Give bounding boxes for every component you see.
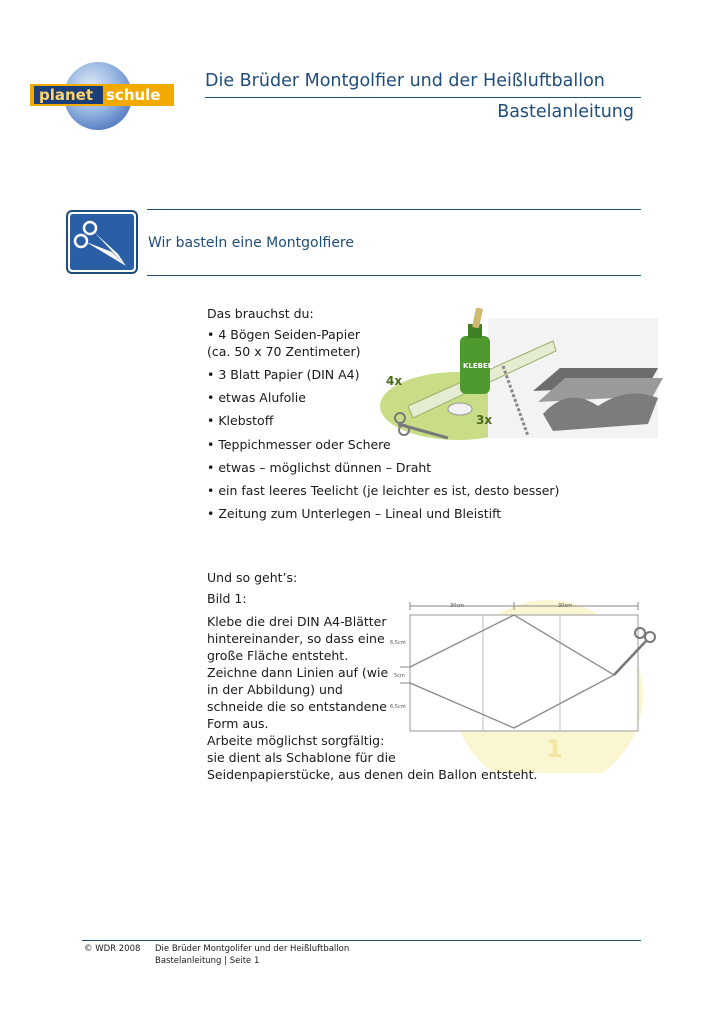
instruction-line: in der Abbildung) und [207, 682, 343, 697]
instruction-line: Arbeite möglichst sorgfältig: [207, 733, 385, 748]
instruction-line: große Fläche entsteht. [207, 648, 349, 663]
list-item: • Klebstoff [207, 413, 274, 428]
instruction-line: hintereinander, so dass eine [207, 631, 385, 646]
dimension-label: 30cm [450, 603, 464, 609]
dimension-label: 5cm [394, 673, 405, 679]
header-divider [205, 97, 641, 98]
section-divider-top [147, 209, 641, 210]
logo-text-planet: planet [39, 86, 94, 104]
section-title: Wir basteln eine Montgolfiere [148, 235, 354, 251]
list-item: • etwas Alufolie [207, 390, 306, 405]
instruction-line: sie dient als Schablone für die [207, 750, 396, 765]
footer-copyright: © WDR 2008 [84, 944, 141, 954]
instruction-line: Seidenpapierstücke, aus denen dein Ballon entsteht. [207, 767, 538, 782]
section-divider-bottom [147, 275, 641, 276]
footer-title: Die Brüder Montgolifer und der Heißluftballon [155, 944, 350, 954]
scissors-icon [66, 210, 138, 274]
list-item: • Teppichmesser oder Schere [207, 437, 391, 452]
dimension-label: 30cm [558, 603, 572, 609]
instruction-line: schneide die so entstandene [207, 699, 387, 714]
instructions-heading: Und so geht’s: [207, 570, 298, 585]
instruction-line: Form aus. [207, 716, 269, 731]
planet-schule-logo [30, 62, 178, 132]
figure-number: 1 [546, 735, 563, 763]
glue-label: KLEBER [463, 362, 494, 370]
list-item: • Zeitung zum Unterlegen – Lineal und Bleistift [207, 506, 502, 521]
list-item: • etwas – möglichst dünnen – Draht [207, 460, 432, 475]
list-item: (ca. 50 x 70 Zentimeter) [207, 344, 361, 359]
sheets-count-badge: 3x [476, 413, 493, 427]
document-subtitle: Bastelanleitung [497, 102, 634, 122]
instruction-line: Zeichne dann Linien auf (wie [207, 665, 389, 680]
logo-text-schule: schule [106, 86, 161, 104]
instruction-line: Klebe die drei DIN A4-Blätter [207, 614, 387, 629]
step-label: Bild 1: [207, 591, 247, 606]
document-title: Die Brüder Montgolfier und der Heißluftballon [205, 71, 605, 91]
dimension-label: 6,5cm [390, 640, 406, 646]
list-item: • ein fast leeres Teelicht (je leichter es ist, desto besser) [207, 483, 560, 498]
materials-illustration [378, 306, 668, 458]
footer-divider [82, 940, 641, 941]
materials-heading: Das brauchst du: [207, 306, 314, 321]
footer-page-info: Bastelanleitung | Seite 1 [155, 956, 260, 966]
dimension-label: 6,5cm [390, 704, 406, 710]
list-item: • 3 Blatt Papier (DIN A4) [207, 367, 360, 382]
list-item: • 4 Bögen Seiden-Papier [207, 327, 361, 342]
template-diagram [388, 595, 670, 773]
paper-count-badge: 4x [386, 374, 403, 388]
